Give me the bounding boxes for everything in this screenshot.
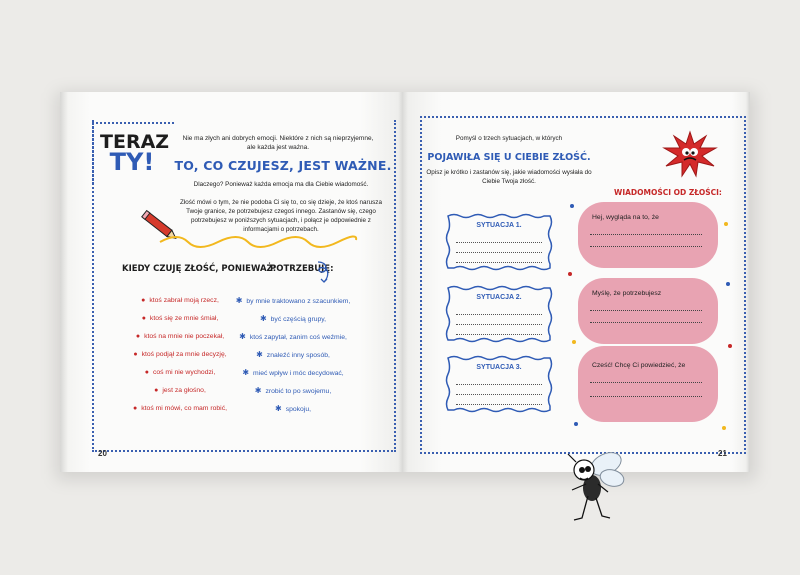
reasons-list — [120, 292, 240, 418]
speech-bubble-3 — [578, 346, 718, 422]
confetti-dot — [724, 222, 728, 226]
list-item: ● ktoś mi mówi, co mam robić, — [120, 400, 240, 418]
writing-line — [590, 322, 702, 323]
page-number-right: 21 — [718, 449, 727, 458]
writing-line — [456, 334, 542, 335]
writing-line — [456, 242, 542, 243]
open-book — [60, 92, 750, 472]
writing-line — [590, 382, 702, 383]
teraz-ty-heading — [100, 131, 170, 176]
right-subtitle: Opisz je krótko i zastanów się, jakie wiadomości wysłała do Ciebie Twoja złość. — [426, 169, 592, 185]
confetti-dot — [726, 282, 730, 286]
list-item: ✱ zrobić to po swojemu, — [228, 382, 358, 400]
messages-title: WIADOMOŚCI OD ZŁOŚCI: — [614, 188, 722, 197]
confetti-dot — [572, 340, 576, 344]
confetti-dot — [728, 344, 732, 348]
left-intro-text: Nie ma złych ani dobrych emocji. Niektóre z nich są nieprzyjemne, ale każda jest ważna. — [182, 135, 374, 151]
list-item: ● ktoś podjął za mnie decyzję, — [120, 346, 240, 364]
curly-arrow-icon — [314, 260, 334, 284]
page-number-left: 20 — [98, 449, 107, 458]
confetti-dot — [722, 426, 726, 430]
writing-line — [590, 246, 702, 247]
bubble-text: Hej, wygląda na to, że — [592, 214, 659, 221]
left-headline: TO, CO CZUJESZ, JEST WAŻNE. — [174, 158, 392, 173]
anger-monster-icon — [660, 130, 720, 180]
scribble-line-icon — [158, 232, 358, 252]
left-page — [60, 92, 403, 472]
writing-line — [456, 404, 542, 405]
paragraph-1: Dlaczego? Ponieważ każda emocja ma dla Ciebie wiadomość. — [193, 181, 369, 188]
bubble-text: Myślę, że potrzebujesz — [592, 290, 662, 297]
writing-line — [456, 262, 542, 263]
list-item: ✱ ktoś zapytał, zanim coś weźmie, — [228, 328, 358, 346]
writing-line — [456, 314, 542, 315]
right-page — [402, 92, 750, 472]
situation-label: SYTUACJA 3. — [476, 364, 522, 371]
list-item: ● jest za głośno, — [120, 382, 240, 400]
situation-label: SYTUACJA 2. — [476, 294, 522, 301]
confetti-dot — [574, 422, 578, 426]
reasons-column-title: KIEDY CZUJĘ ZŁOŚĆ, PONIEWAŻ: — [122, 264, 277, 274]
writing-line — [456, 384, 542, 385]
needs-list — [228, 292, 358, 418]
list-item: ● ktoś na mnie nie poczekał, — [120, 328, 240, 346]
heading-line2: TY! — [109, 148, 155, 176]
writing-line — [456, 394, 542, 395]
list-item: ● coś mi nie wychodzi, — [120, 364, 240, 382]
heading-line1: TERAZ — [100, 131, 170, 153]
writing-line — [590, 234, 702, 235]
writing-line — [590, 310, 702, 311]
list-item: ● ktoś się ze mnie śmiał, — [120, 310, 240, 328]
writing-line — [590, 396, 702, 397]
list-item: ✱ być częścią grupy, — [228, 310, 358, 328]
situation-box-2 — [444, 284, 554, 344]
right-intro-text: Pomyśl o trzech sytuacjach, w których — [455, 135, 563, 142]
situation-box-1 — [444, 212, 554, 272]
list-item: ✱ mieć wpływ i móc decydować, — [228, 364, 358, 382]
paragraph-2: Złość mówi o tym, że nie podoba Ci się to, co się dzieje, że ktoś narusza Twoje granice, że potrzebujesz czegoś innego. Zastanów się, czego potrzebujesz w poniższych sytuacjach, i połącz je odpowiednie z informacjami o potrzebach. — [180, 199, 382, 233]
speech-bubble-1 — [578, 202, 718, 268]
list-item: ✱ spokoju, — [228, 400, 358, 418]
writing-line — [456, 252, 542, 253]
confetti-dot — [570, 204, 574, 208]
needs-column-title: POTRZEBUJĘ: — [270, 264, 334, 274]
writing-line — [456, 324, 542, 325]
situation-label: SYTUACJA 1. — [476, 222, 522, 229]
bubble-text: Cześć! Chcę Ci powiedzieć, że — [592, 362, 686, 369]
list-item: ✱ znaleźć inny sposób, — [228, 346, 358, 364]
right-headline: POJAWIŁA SIĘ U CIEBIE ZŁOŚĆ. — [427, 152, 591, 163]
speech-bubble-2 — [578, 278, 718, 344]
confetti-dot — [568, 272, 572, 276]
fly-character-icon — [558, 448, 628, 538]
list-item: ● ktoś zabrał moją rzecz, — [120, 292, 240, 310]
list-item: ✱ by mnie traktowano z szacunkiem, — [228, 292, 358, 310]
situation-box-3 — [444, 354, 554, 414]
